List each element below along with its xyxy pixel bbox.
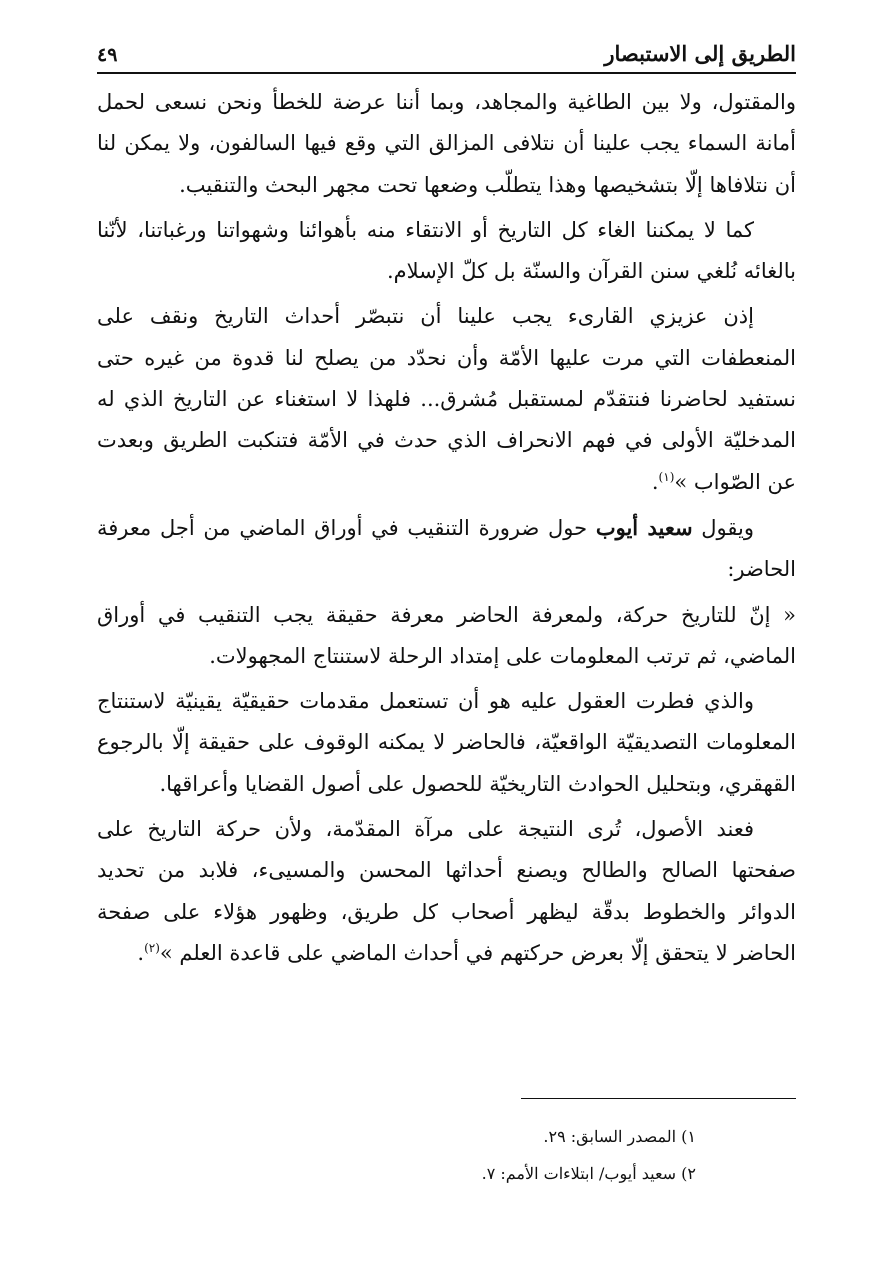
footnotes xyxy=(97,1118,796,1192)
footnote-ref: (٢) xyxy=(144,940,160,955)
paragraph: ويقول سعيد أيوب حول ضرورة التنقيب في أوراق الماضي من أجل معرفة الحاضر: xyxy=(97,514,796,582)
body-text xyxy=(97,82,796,978)
footnote: ١) المصدر السابق: ٢٩. xyxy=(543,1127,696,1146)
quote-paragraph: والذي فطرت العقول عليه هو أن تستعمل مقدمات حقيقيّة يقينيّة لاستنتاج المعلومات التصديقيّة الواقعيّة، فالحاضر لا يمكنه الوقوف على حقيقة إلّا بالرجوع القهقري، وبتحليل الحوادث التاريخيّة للحصول على أصول القضايا وأعراقها. xyxy=(97,689,796,796)
paragraph: والمقتول، ولا بين الطاغية والمجاهد، وبما أننا عرضة للخطأ ونحن نسعى لحمل أمانة السماء يجب علينا أن نتلافى المزالق التي وقع فيها السالفون، ولا يمكن لنا أن نتلافاها إلّا بتشخيصها وهذا يتطلّب وضعها تحت مجهر البحث والتنقيب. xyxy=(97,90,796,197)
paragraph: إذن عزيزي القارىء يجب علينا أن نتبصّر أحداث التاريخ ونقف على المنعطفات التي مرت عليها الأمّة وأن نحدّد من يصلح لنا قدوة من غيره حتى نستفيد لحاضرنا فنتقدّم لمستقبل مُشرق... فلهذا لا استغناء عن التاريخ الذي له المدخليّة الأولى في فهم الانحراف الذي حدث في الأمّة فتنكبت الطريق وبعدت عن الصّواب »$^{(١)}$. xyxy=(97,304,796,494)
page-header xyxy=(97,30,796,74)
author-name: سعيد أيوب xyxy=(595,514,693,540)
quote-paragraph: « إنّ للتاريخ حركة، ولمعرفة الحاضر معرفة حقيقة يجب التنقيب في أوراق الماضي، ثم ترتب المعلومات على إمتداد الرحلة لاستنتاج المجهولات. xyxy=(97,602,796,668)
footnote-divider xyxy=(521,1098,796,1099)
footnote-ref: (١) xyxy=(658,469,675,484)
page-number: ٤٩ xyxy=(97,44,118,66)
running-title: الطريق إلى الاستبصار xyxy=(604,41,796,66)
quote-paragraph: فعند الأصول، تُرى النتيجة على مرآة المقدّمة، ولأن حركة التاريخ على صفحتها الصالح والطالح ويصنع أحداثها المحسن والمسيىء، فلابد من تحديد الدوائر والخطوط بدقّة ليظهر أصحاب كل طريق، وظهور هؤلاء على صفحة الحاضر لا يتحقق إلّا بعرض حركتهم في أحداث الماضي على قاعدة العلم »$^{(٢)}$. xyxy=(97,817,796,965)
footnote: ٢) سعيد أيوب/ ابتلاءات الأمم: ٧. xyxy=(481,1164,696,1183)
paragraph: كما لا يمكننا الغاء كل التاريخ أو الانتقاء منه بأهوائنا وشهواتنا ورغباتنا، لأنّنا بالغائه نُلغي سنن القرآن والسنّة بل كلّ الإسلام. xyxy=(97,217,796,284)
